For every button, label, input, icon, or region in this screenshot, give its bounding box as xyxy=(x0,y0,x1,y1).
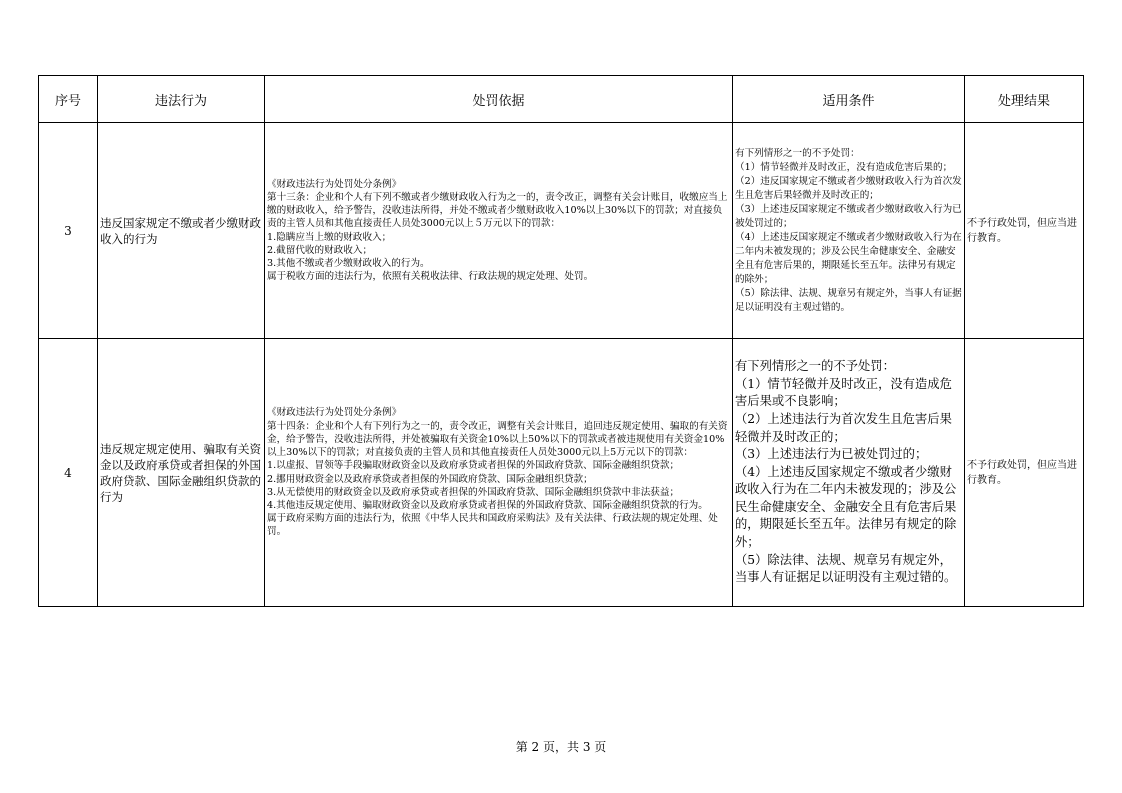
basis-line: 3.其他不缴或者少缴财政收入的行为。 xyxy=(267,257,430,269)
header-condition: 适用条件 xyxy=(733,76,965,123)
page-footer: 第 2 页，共 3 页 xyxy=(515,740,607,754)
basis-line: 属于政府采购方面的违法行为，依照《中华人民共和国政府采购法》及有关法律、行政法规的规定处理、处罚。 xyxy=(267,513,718,538)
condition-line: （4）上述违反国家规定不缴或者少缴财政收入行为在二年内未被发现的；涉及公民生命健康安全、金融安全且有危害后果的，期限延长至五年。法律另有规定的除外； xyxy=(735,464,957,550)
condition-line: （4）上述违反国家规定不缴或者少缴财政收入行为在二年内未被发现的；涉及公民生命健康安全、金融安全且有危害后果的，期限延长至五年。法律另有规定的除外； xyxy=(735,231,962,285)
condition-line: （5）除法律、法规、规章另有规定外，当事人有证据足以证明没有主观过错的。 xyxy=(735,287,962,313)
table-row xyxy=(39,339,1084,607)
basis-line: 《财政违法行为处罚处分条例》 xyxy=(267,407,402,419)
header-row xyxy=(39,76,1084,123)
result-cell: 不予行政处罚，但应当进行教育。 xyxy=(965,339,1084,607)
violation-cell: 违反国家规定不缴或者少缴财政收入的行为 xyxy=(98,123,265,339)
basis-cell xyxy=(265,339,733,607)
row-number: 3 xyxy=(39,123,98,339)
table-row xyxy=(39,123,1084,339)
basis-line: 1.隐瞒应当上缴的财政收入； xyxy=(267,231,392,243)
condition-line: （1）情节轻微并及时改正，没有造成危害后果的； xyxy=(735,161,953,173)
condition-cell xyxy=(733,339,965,607)
condition-line: （1）情节轻微并及时改正，没有造成危害后果或不良影响； xyxy=(735,376,952,409)
basis-cell xyxy=(265,123,733,339)
row-number: 4 xyxy=(39,339,98,607)
condition-line: （2）上述违法行为首次发生且危害后果轻微并及时改正的； xyxy=(735,411,952,444)
basis-line: 第十四条：企业和个人有下列行为之一的，责令改正，调整有关会计账目，追回违反规定使用、骗取的有关资金，给予警告，没收违法所得，并处被骗取有关资金10%以上50%以下的罚款或者被违规使用有关资金10%以上30%以下的罚款；对直接负责的主管人员和其他直接责任人员处3000元以上5万元以下的罚款： xyxy=(267,420,728,459)
basis-line: 2.截留代收的财政收入； xyxy=(267,244,373,256)
basis-line: 第十三条：企业和个人有下列不缴或者少缴财政收入行为之一的，责令改正，调整有关会计账目，收缴应当上缴的财政收入，给予警告，没收违法所得，并处不缴或者少缴财政收入10%以上30%以下的罚款；对直接负责的主管人员和其他直接责任人员处3000元以上５万元以下的罚款： xyxy=(267,191,728,230)
condition-line: （3）上述违反国家规定不缴或者少缴财政收入行为已被处罚过的； xyxy=(735,203,962,229)
basis-line: 属于税收方面的违法行为，依照有关税收法律、行政法规的规定处理、处罚。 xyxy=(267,271,594,283)
result-cell: 不予行政处罚，但应当进行教育。 xyxy=(965,123,1084,339)
basis-line: 1.以虚报、冒领等手段骗取财政资金以及政府承贷或者担保的外国政府贷款、国际金融组织贷款； xyxy=(267,460,680,472)
condition-line: （5）除法律、法规、规章另有规定外，当事人有证据足以证明没有主观过错的。 xyxy=(735,552,957,585)
condition-line: 有下列情形之一的不予处罚： xyxy=(735,147,860,159)
condition-cell xyxy=(733,123,965,339)
basis-line: 3.从无偿使用的财政资金以及政府承贷或者担保的外国政府贷款、国际金融组织贷款中非法获益； xyxy=(267,486,680,498)
basis-line: 2.挪用财政资金以及政府承贷或者担保的外国政府贷款、国际金融组织贷款； xyxy=(267,473,593,485)
header-result: 处理结果 xyxy=(965,76,1084,123)
penalty-table xyxy=(38,75,1084,607)
condition-line: （2）违反国家规定不缴或者少缴财政收入行为首次发生且危害后果轻微并及时改正的； xyxy=(735,175,962,201)
basis-line: 《财政违法行为处罚处分条例》 xyxy=(267,178,402,190)
header-act: 违法行为 xyxy=(98,76,265,123)
header-basis: 处罚依据 xyxy=(265,76,733,123)
condition-line: 有下列情形之一的不予处罚： xyxy=(735,359,895,374)
violation-cell: 违反规定规定使用、骗取有关资金以及政府承贷或者担保的外国政府贷款、国际金融组织贷款的行为 xyxy=(98,339,265,607)
header-no: 序号 xyxy=(39,76,98,123)
basis-line: 4.其他违反规定使用、骗取财政资金以及政府承贷或者担保的外国政府贷款、国际金融组织贷款的行为。 xyxy=(267,499,708,511)
condition-line: （3）上述违法行为已被处罚过的； xyxy=(735,447,928,462)
